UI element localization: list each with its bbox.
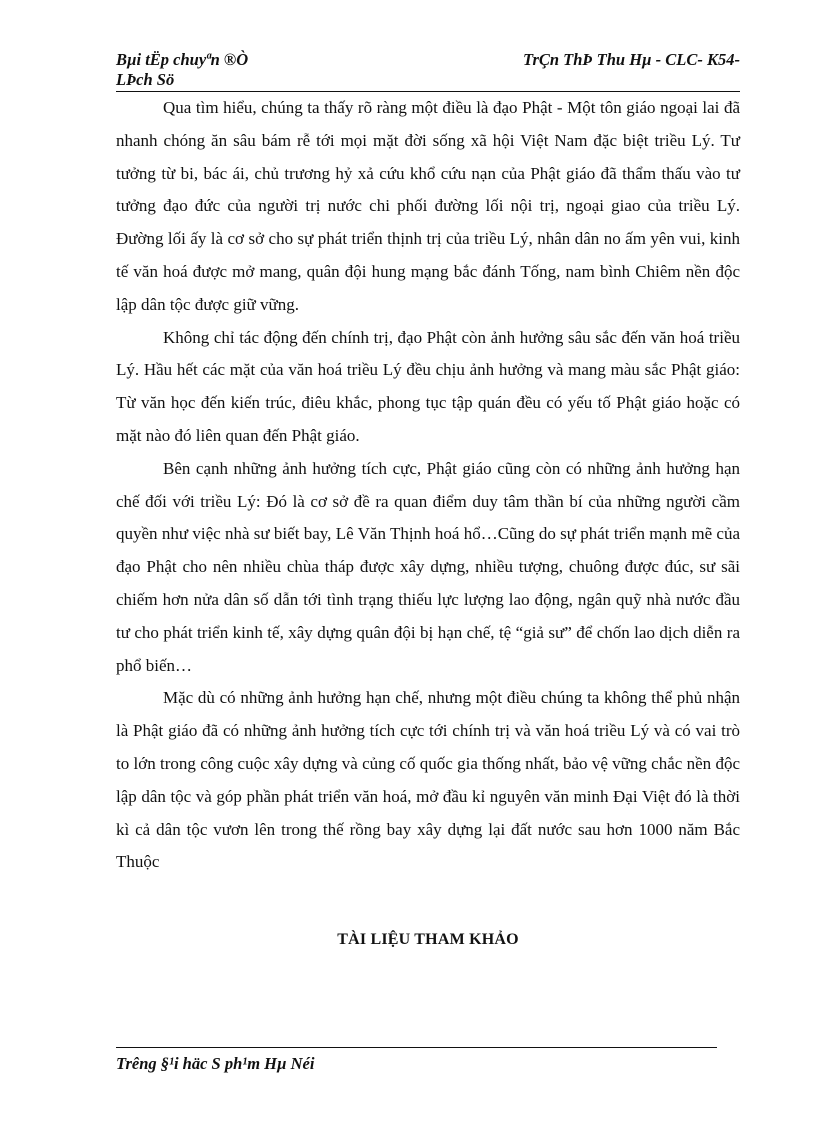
paragraph-2: Không chỉ tác động đến chính trị, đạo Phật còn ảnh hưởng sâu sắc đến văn hoá triều Lý. Hầu hết các mặt của văn hoá triều Lý đều chịu ảnh hưởng và mang màu sắc Phật giáo: Từ văn học đến kiến trúc, điêu khắc, phong tục tập quán đều có yếu tố Phật giáo hoặc có mặt nào đó liên quan đến Phật giáo.: [116, 327, 740, 445]
header-author: TrÇn ThÞ Thu Hµ - CLC- K54-: [522, 50, 740, 69]
section-heading: TÀI LIỆU THAM KHẢO: [337, 931, 519, 948]
paragraph-3: Bên cạnh những ảnh hưởng tích cực, Phật giáo cũng còn có những ảnh hưởng hạn chế đối với triều Lý: Đó là cơ sở đề ra quan điểm duy tâm thần bí của những người cầm quyền như việc nhà sư biết bay, Lê Văn Thịnh hoá hổ…Cũng do sự phát triển mạnh mẽ của đạo Phật cho nên nhiều chùa tháp được xây dựng, nhiều tượng, chuông được đúc, sư sãi chiếm hơn nửa dân số dẫn tới tình trạng thiếu lực lượng lao động, ngân quỹ nhà nước đầu tư cho phát triển kinh tế, xây dựng quân đội bị hạn chế, tệ “giả sư” để chốn lao dịch diễn ra phổ biến…: [116, 458, 740, 675]
paragraph-4: Mặc dù có những ảnh hưởng hạn chế, nhưng một điều chúng ta không thể phủ nhận là Phật giáo đã có những ảnh hưởng tích cực tới chính trị và văn hoá triều Lý và có vai trò to lớn trong công cuộc xây dựng và củng cố quốc gia thống nhất, bảo vệ vững chắc nền độc lập dân tộc và góp phần phát triển văn hoá, mở đầu kỉ nguyên văn minh Đại Việt đó là thời kì cả dân tộc vươn lên trong thế rồng bay xây dựng lại đất nước sau hơn 1000 năm Bắc Thuộc: [116, 688, 740, 872]
document-body: [116, 92, 740, 879]
page-footer: Trêng §¹i häc S ph¹m Hµ Néi: [116, 1054, 315, 1073]
paragraph-1: Qua tìm hiểu, chúng ta thấy rõ ràng một điều là đạo Phật - Một tôn giáo ngoại lai đã nhanh chóng ăn sâu bám rễ tới mọi mặt đời sống xã hội Việt Nam đặc biệt triều Lý. Tư tưởng từ bi, bác ái, chủ trương hỷ xả cứu khổ cứu nạn của Phật giáo đã thẩm thấu vào tư tưởng đạo đức của người trị nước chi phối đường lối nội trị, ngoại giao của triều Lý. Đường lối ấy là cơ sở cho sự phát triển thịnh trị của triều Lý, nhân dân no ấm yên vui, kinh tế văn hoá được mở mang, quân đội hung mạng bắc đánh Tống, nam bình Chiêm nền độc lập dân tộc được giữ vững.: [116, 98, 740, 314]
header-left-title: Bµi tËp chuyªn ®Ò: [116, 50, 249, 69]
header-left-subtitle: LÞch Sö: [116, 70, 175, 89]
footer-rule: [116, 1047, 717, 1048]
page-header: [116, 50, 740, 90]
